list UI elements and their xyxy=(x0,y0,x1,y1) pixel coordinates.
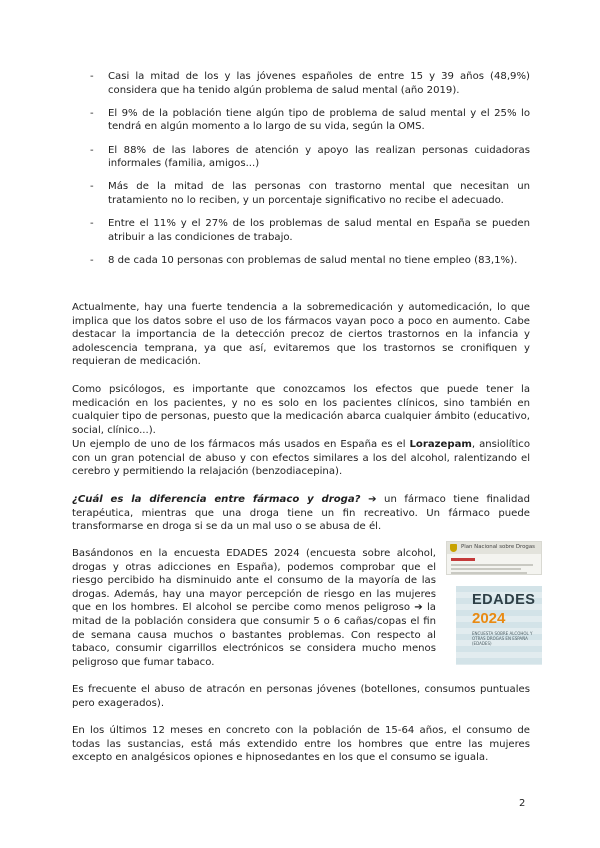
cover-stripe xyxy=(456,646,542,652)
farmaco-droga-question: ¿Cuál es la diferencia entre fármaco y droga? xyxy=(72,494,361,505)
plan-nacional-banner-text: Plan Nacional sobre Drogas xyxy=(461,544,535,550)
arrow-icon: ➔ xyxy=(360,494,385,505)
paragraph-edades xyxy=(72,547,436,669)
arrow-icon: ➔ xyxy=(410,602,427,614)
bullet-marker: - xyxy=(90,218,94,230)
bullet-text: 8 de cada 10 personas con problemas de salud mental no tiene empleo (83,1%). xyxy=(108,254,518,266)
statistics-bullet-list xyxy=(86,70,530,277)
bullet-item xyxy=(86,107,530,134)
bullet-item xyxy=(86,70,530,97)
edades-cover-year: 2024 xyxy=(472,610,506,627)
paragraph-farmaco-droga xyxy=(72,493,530,534)
edades-cover xyxy=(456,586,542,665)
edades-cover-subtitle: ENCUESTA SOBRE ALCOHOL Y OTRAS DROGAS EN ESPAÑA (EDADES) xyxy=(472,631,533,646)
lorazepam-term: Lorazepam xyxy=(409,439,472,450)
edades-text-end: la mitad de la población considera que consumir 5 o 6 cañas/copas el fin de semana causa muchos o bastantes problemas. Con respecto al tabaco, consumir cigarrillos electrónicos se considera mucho menos peligroso que fumar tabaco. xyxy=(72,602,436,668)
bullet-text: Casi la mitad de los y las jóvenes españoles de entre 15 y 39 años (48,9%) considera que ha tenido algún problema de salud mental (año 2019). xyxy=(108,71,530,96)
plan-nacional-web-screenshot xyxy=(446,541,542,575)
lorazepam-intro: Un ejemplo de uno de los fármacos más usados en España es el xyxy=(72,439,410,450)
web-text-line xyxy=(451,564,533,566)
bullet-marker: - xyxy=(90,254,94,266)
edades-text-start: Basándonos en la encuesta EDADES 2024 (encuesta sobre alcohol, drogas y otras adicciones en España), podemos comprobar que el riesgo percibido ha disminuido ante el consumo de la mayoría de las drogas. Además, hay una mayor percepción de riesgo en las mujeres que en los hombres. El alcohol se percibe como menos peligroso xyxy=(72,548,436,614)
bullet-marker: - xyxy=(90,71,94,82)
edades-report-image xyxy=(446,541,542,665)
government-shield-icon xyxy=(450,544,457,552)
paragraph-atracon: Es frecuente el abuso de atracón en personas jóvenes (botellones, consumos puntuales pero exagerados). xyxy=(72,684,530,709)
paragraph-consumo-sexo: En los últimos 12 meses en concreto con la población de 15-64 años, el consumo de todas las sustancias, está más extendido entre los hombres que entre las mujeres excepto en analgésicos opiones e hipnosedantes en los que el consumo se iguala. xyxy=(72,725,530,764)
bullet-text: El 9% de la población tiene algún tipo de problema de salud mental y el 25% lo tendrá en algún momento a lo largo de su vida, según la OMS. xyxy=(108,107,530,133)
bullet-marker: - xyxy=(90,107,94,119)
bullet-item xyxy=(86,254,530,268)
bullet-text: Más de la mitad de las personas con trastorno mental que necesitan un tratamiento no lo reciben, y un porcentaje significativo no recibe el adecuado. xyxy=(108,181,530,206)
lorazepam-description: , ansiolítico con un gran potencial de abuso y con efectos similares a los del alcohol, ralentizando el cerebro y permitiendo la relajación (benzodiacepina). xyxy=(72,439,530,478)
web-text-line xyxy=(451,572,527,574)
web-heading-accent xyxy=(451,558,475,561)
edades-cover-title: EDADES xyxy=(472,592,536,608)
paragraph-sobremedicacion: Actualmente, hay una fuerte tendencia a la sobremedicación y automedicación, lo que implica que los datos sobre el uso de los fármacos vayan poco a poco en aumento. Cabe destacar la importancia de la detección precoz de ciertos trastornos en la infancia y adolescencia temprana, ya que así, evitaremos que los trastornos se cronifiquen y requieran de medicación. xyxy=(72,302,530,368)
bullet-text: El 88% de las labores de atención y apoyo las realizan personas cuidadoras informales (familia, amigos...) xyxy=(108,144,530,170)
bullet-item xyxy=(86,217,530,244)
bullet-marker: - xyxy=(90,181,94,193)
farmaco-droga-answer: un fármaco tiene finalidad terapéutica, mientras que una droga tiene un fin recreativo. Un fármaco puede transformarse en droga si se da un mal uso o se abusa de él. xyxy=(72,494,530,533)
paragraph-psicologos: Como psicólogos, es importante que conozcamos los efectos que puede tener la medicación en los pacientes, y no es solo en los pacientes clínicos, sino también en cualquier tipo de personas, puesto que la medicación abarca cualquier ámbito (educativo, social, clínico...). xyxy=(72,384,530,436)
bullet-item xyxy=(86,144,530,171)
bullet-marker: - xyxy=(90,144,94,156)
web-text-line xyxy=(451,568,521,570)
paragraph-lorazepam xyxy=(72,438,530,479)
bullet-item xyxy=(86,180,530,207)
bullet-text: Entre el 11% y el 27% de los problemas de salud mental en España se pueden atribuir a las condiciones de trabajo. xyxy=(108,218,530,243)
cover-stripe xyxy=(456,658,542,664)
page-number: 2 xyxy=(519,798,526,809)
